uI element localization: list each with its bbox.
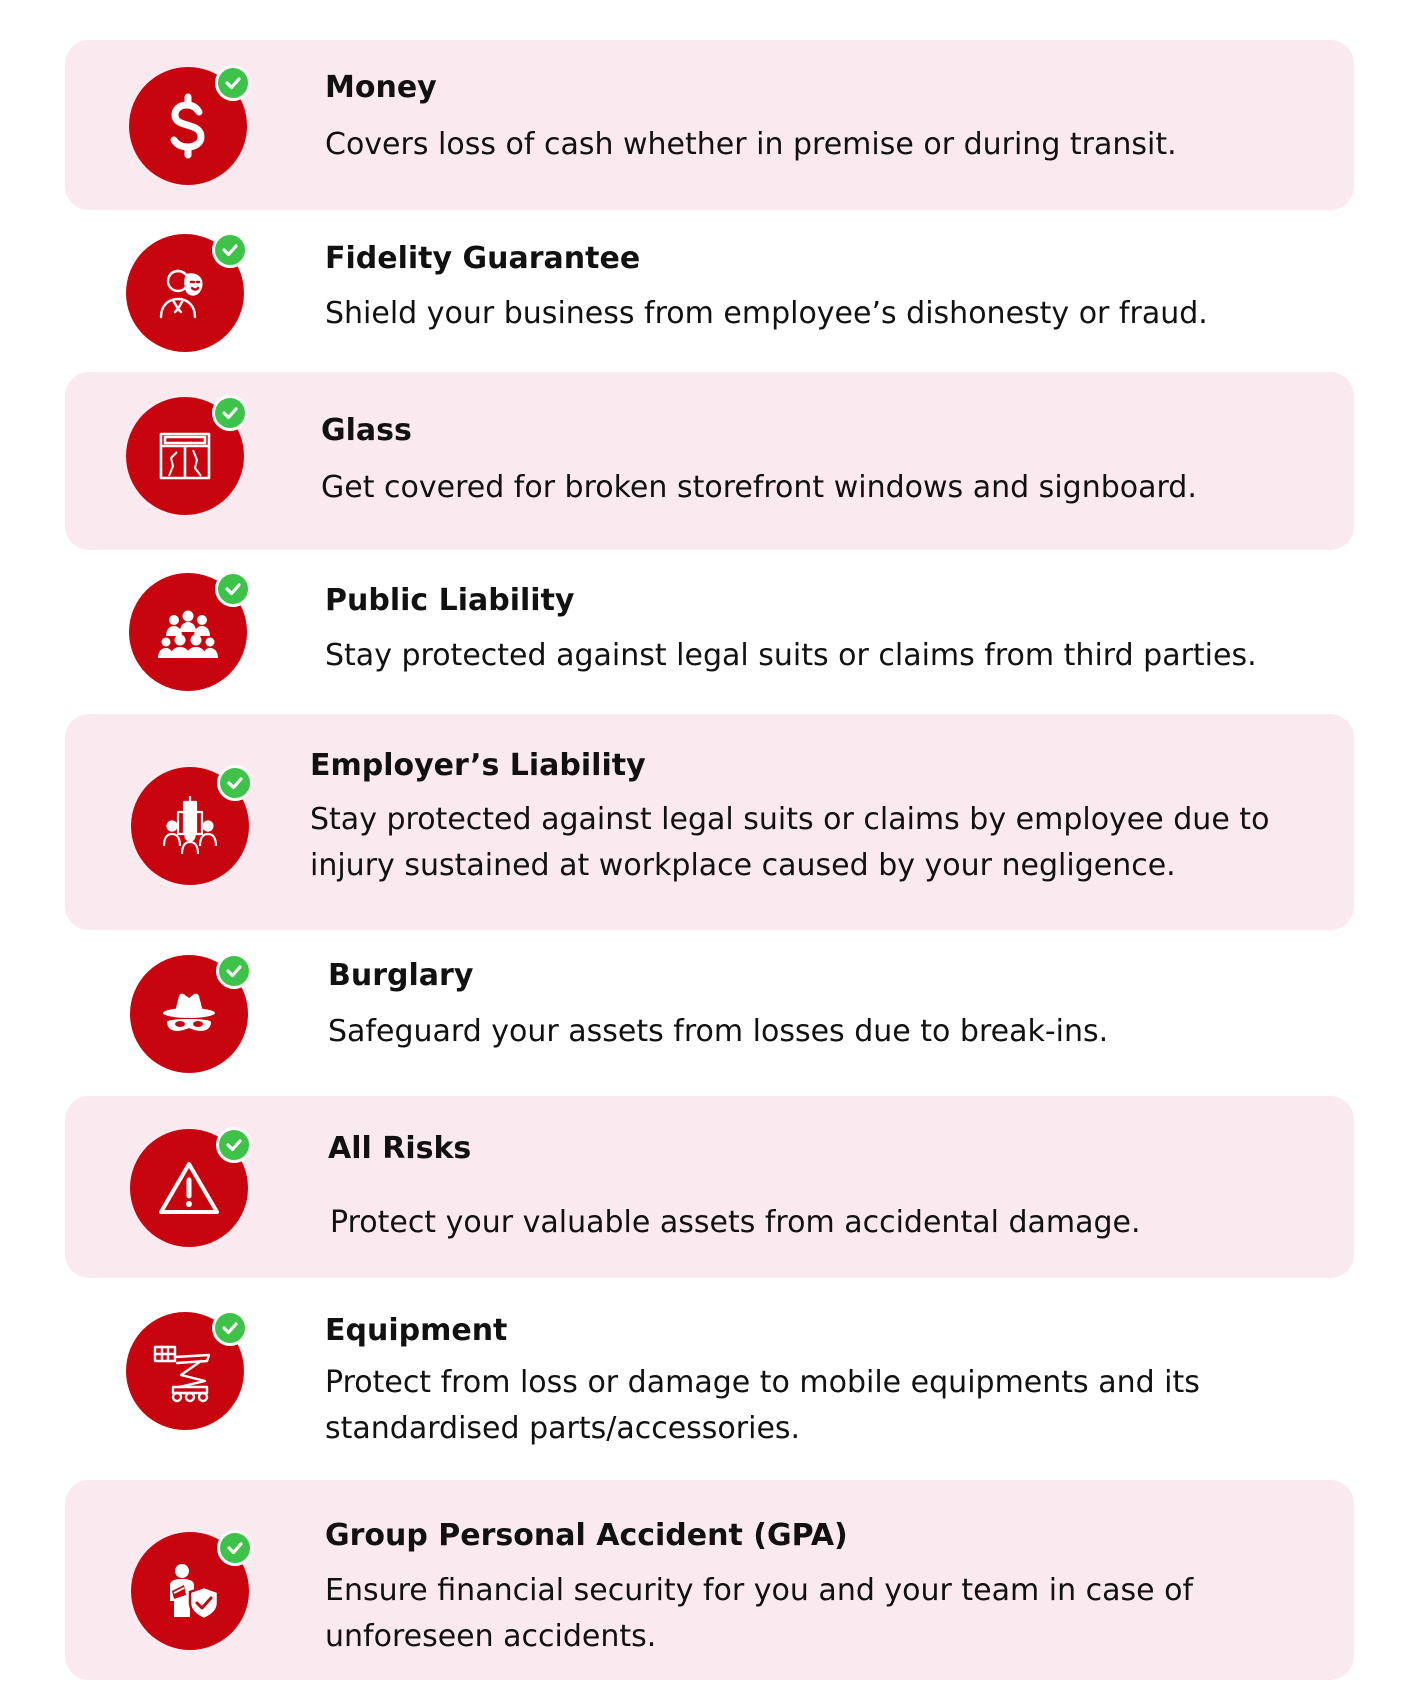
dollar-icon — [152, 90, 224, 162]
check-icon — [215, 571, 251, 607]
coverage-icon-gpa — [131, 1532, 249, 1650]
warning-icon — [153, 1152, 225, 1224]
coverage-icon-fidelity-guarantee — [126, 234, 244, 352]
coverage-icon-public-liability — [129, 573, 247, 691]
check-icon — [212, 395, 248, 431]
check-icon — [216, 953, 252, 989]
coverage-title-equipment: Equipment — [325, 1313, 508, 1348]
check-icon — [212, 1310, 248, 1346]
check-icon — [215, 65, 251, 101]
injured-person-shield-icon — [154, 1555, 226, 1627]
coverage-title-all-risks: All Risks — [328, 1131, 472, 1166]
coverage-description-gpa: Ensure financial security for you and your team in case of unforeseen accidents. — [325, 1573, 1194, 1654]
coverage-description-glass: Get covered for broken storefront windows and signboard. — [321, 470, 1197, 505]
masked-employee-icon — [149, 257, 221, 329]
coverage-card-glass — [65, 372, 1354, 550]
check-icon — [212, 232, 248, 268]
burglar-icon — [153, 978, 225, 1050]
coverage-description-all-risks: Protect your valuable assets from accidental damage. — [330, 1205, 1141, 1240]
coverage-title-money: Money — [325, 70, 437, 105]
coverage-icon-all-risks — [130, 1129, 248, 1247]
coverage-icon-glass — [126, 397, 244, 515]
coverage-description-burglary: Safeguard your assets from losses due to break-ins. — [328, 1014, 1109, 1049]
coverage-icon-burglary — [130, 955, 248, 1073]
coverage-description-money: Covers loss of cash whether in premise or during transit. — [325, 127, 1177, 162]
check-icon — [217, 1530, 253, 1566]
coverage-description-fidelity-guarantee: Shield your business from employee’s dishonesty or fraud. — [325, 296, 1208, 331]
coverage-title-fidelity-guarantee: Fidelity Guarantee — [325, 241, 641, 276]
coverage-title-burglary: Burglary — [328, 958, 474, 993]
coverage-title-glass: Glass — [321, 413, 412, 448]
check-icon — [217, 765, 253, 801]
coverage-title-gpa: Group Personal Accident (GPA) — [325, 1518, 848, 1553]
check-icon — [216, 1127, 252, 1163]
coverage-title-public-liability: Public Liability — [325, 583, 575, 618]
coverage-description-public-liability: Stay protected against legal suits or claims from third parties. — [325, 638, 1257, 673]
coverage-description-employers-liability: Stay protected against legal suits or claims by employee due to injury sustained at workplace caused by your negligence. — [310, 802, 1270, 883]
coverage-title-employers-liability: Employer’s Liability — [310, 748, 646, 783]
coverage-card-all-risks — [65, 1096, 1354, 1278]
lift-equipment-icon — [149, 1335, 221, 1407]
coverage-description-equipment: Protect from loss or damage to mobile equipments and its standardised parts/accessories. — [325, 1365, 1200, 1446]
office-employees-icon — [154, 790, 226, 862]
people-group-icon — [152, 596, 224, 668]
coverage-icon-equipment — [126, 1312, 244, 1430]
broken-window-icon — [149, 420, 221, 492]
coverage-icon-employers-liability — [131, 767, 249, 885]
coverage-icon-money — [129, 67, 247, 185]
